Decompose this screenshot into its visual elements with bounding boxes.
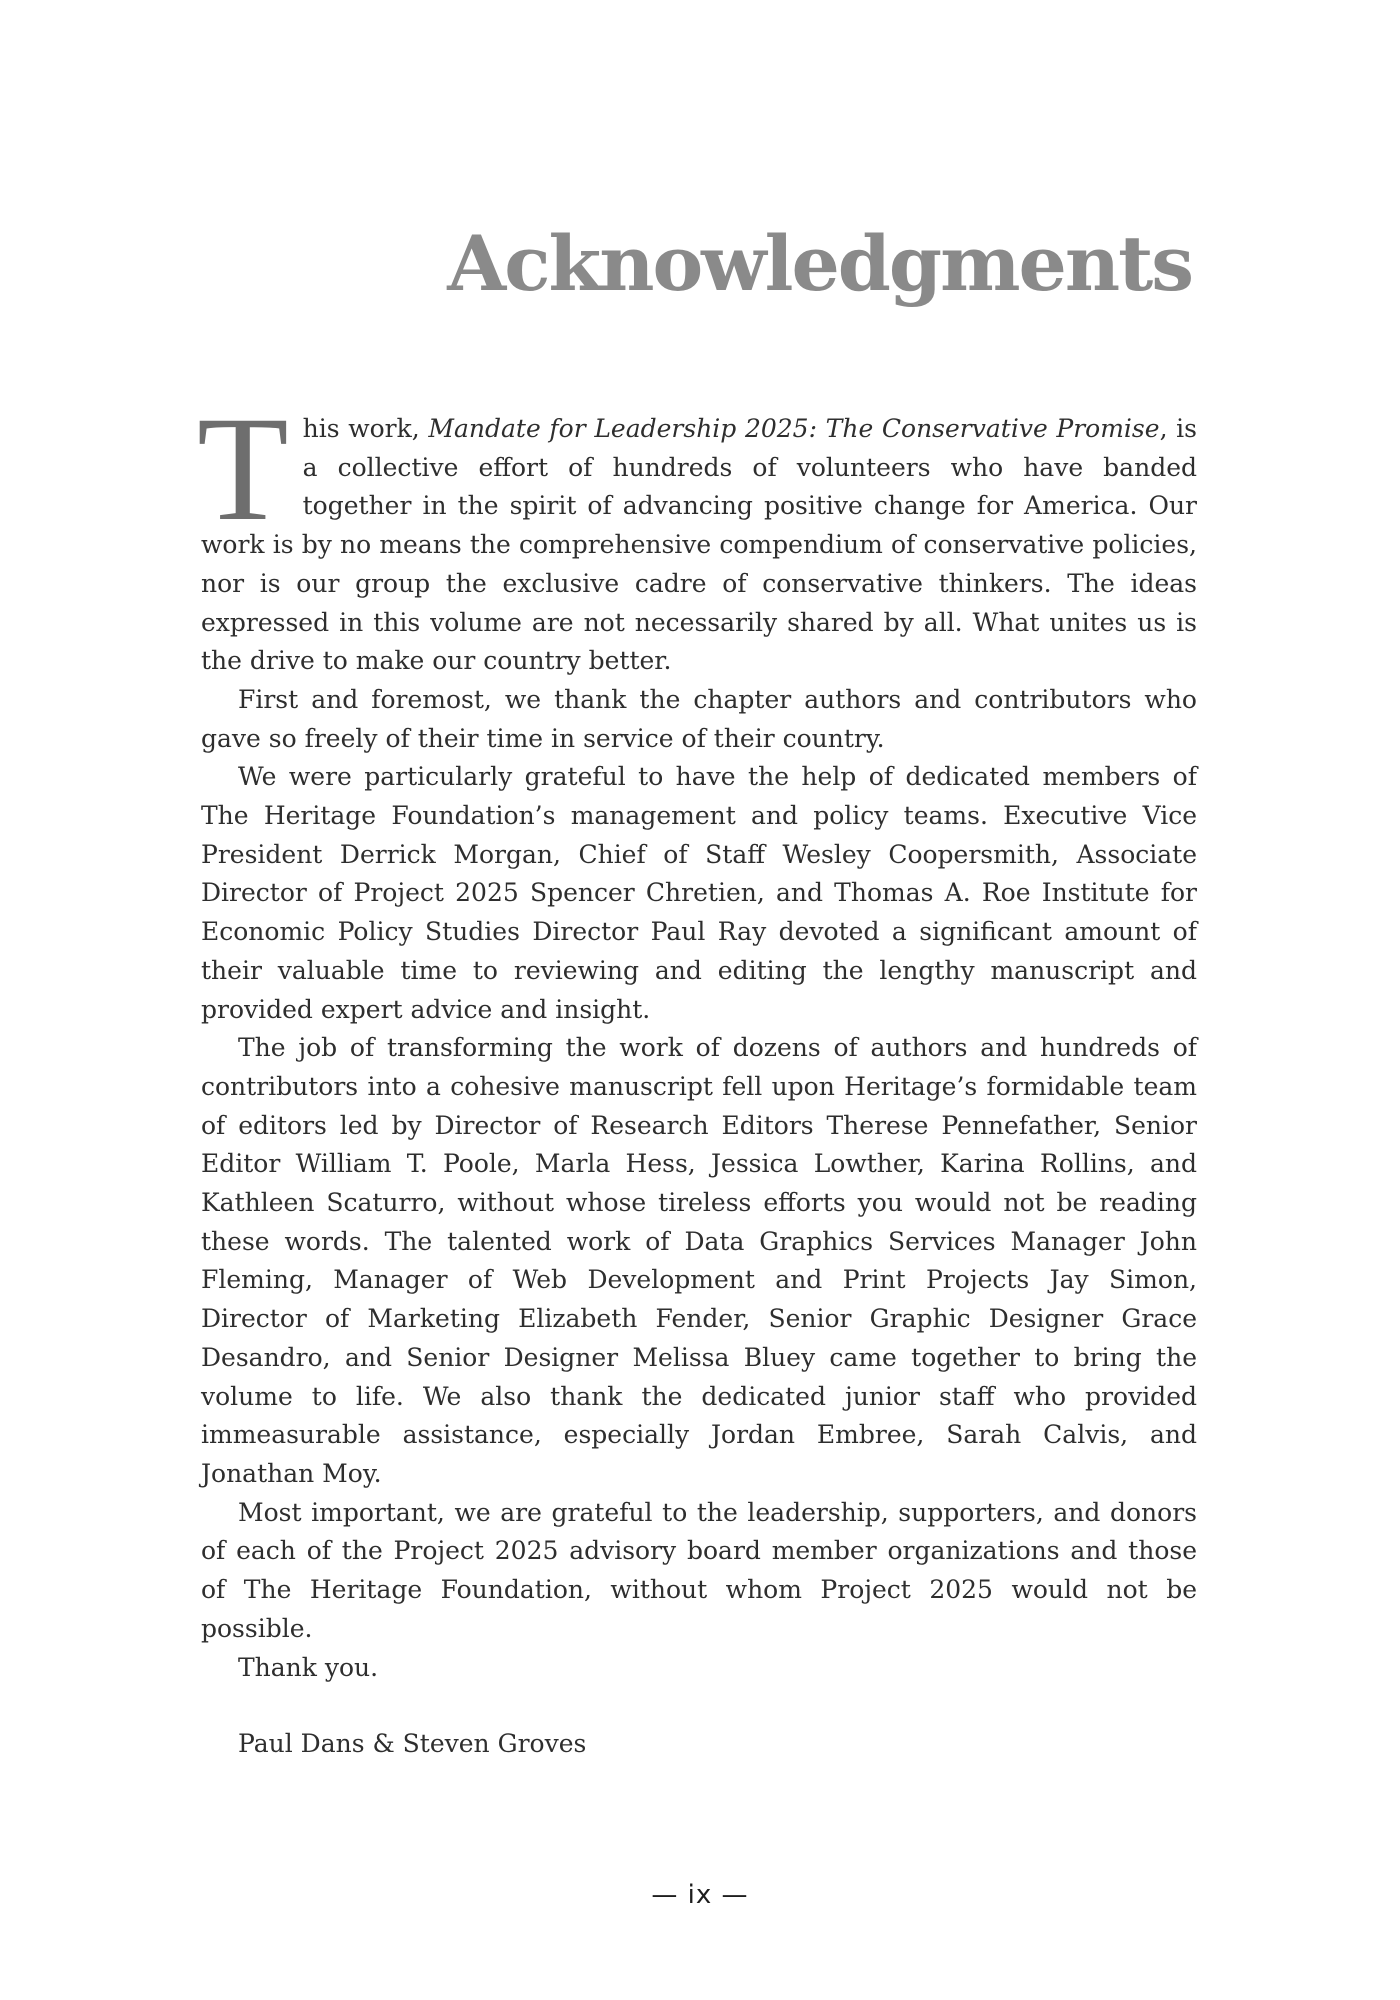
body-text	[197, 386, 1197, 1764]
paragraph-management-teams: We were particularly grateful to have the help of dedicated members of The Heritage Foundation’s management and policy teams. Executive Vice President Derrick Morgan, Chief of Staff Wesley Coopersmith, Associate Director of Project 2025 Spencer Chretien, and Thomas A. Roe Institute for Economic Policy Studies Director Paul Ray devoted a significant amount of their valuable time to reviewing and editing the lengthy manuscript and provided expert advice and insight.	[201, 762, 1197, 1024]
paragraph-thank-you: Thank you.	[238, 1652, 379, 1682]
intro-lead-text: his work,	[302, 414, 429, 443]
paragraph-thanks-authors: First and foremost, we thank the chapter authors and contributors who gave so freely of their time in service of their country.	[201, 684, 1197, 753]
intro-paragraph	[197, 386, 1197, 681]
paragraph-supporters: Most important, we are grateful to the leadership, supporters, and donors of each of the Project 2025 advisory board member organizations and those of The Heritage Foundation, without whom Project 2025 would not be possible.	[201, 1497, 1197, 1643]
page-title: Acknowledgments	[447, 219, 1192, 308]
drop-cap: T	[197, 386, 289, 552]
book-title-italic: Mandate for Leadership 2025: The Conservative Promise	[428, 414, 1160, 443]
paragraph-editors: The job of transforming the work of dozens of authors and hundreds of contributors into a cohesive manuscript fell upon Heritage’s formidable team of editors led by Director of Research Editors Therese Pennefather, Senior Editor William T. Poole, Marla Hess, Jessica Lowther, Karina Rollins, and Kathleen Scaturro, without whose tireless efforts you would not be reading these words. The talented work of Data Graphics Services Manager John Fleming, Manager of Web Development and Print Projects Jay Simon, Director of Marketing Elizabeth Fender, Senior Graphic Designer Grace Desandro, and Senior Designer Melissa Bluey came together to bring the volume to life. We also thank the dedicated junior staff who provided immeasurable assistance, especially Jordan Embree, Sarah Calvis, and Jonathan Moy.	[201, 1033, 1197, 1488]
page-number: — ix —	[651, 1880, 749, 1910]
intro-body-text: , is a collective effort of hundreds of volunteers who have banded together in the spirit of advancing positive change for America. Our work is by no means the comprehensive compendium of conservative policies, nor is our group the exclusive cadre of conservative thinkers. The ideas expressed in this volume are not necessarily shared by all. What unites us is the drive to make our country better.	[201, 414, 1197, 676]
signature: Paul Dans & Steven Groves	[238, 1729, 587, 1759]
